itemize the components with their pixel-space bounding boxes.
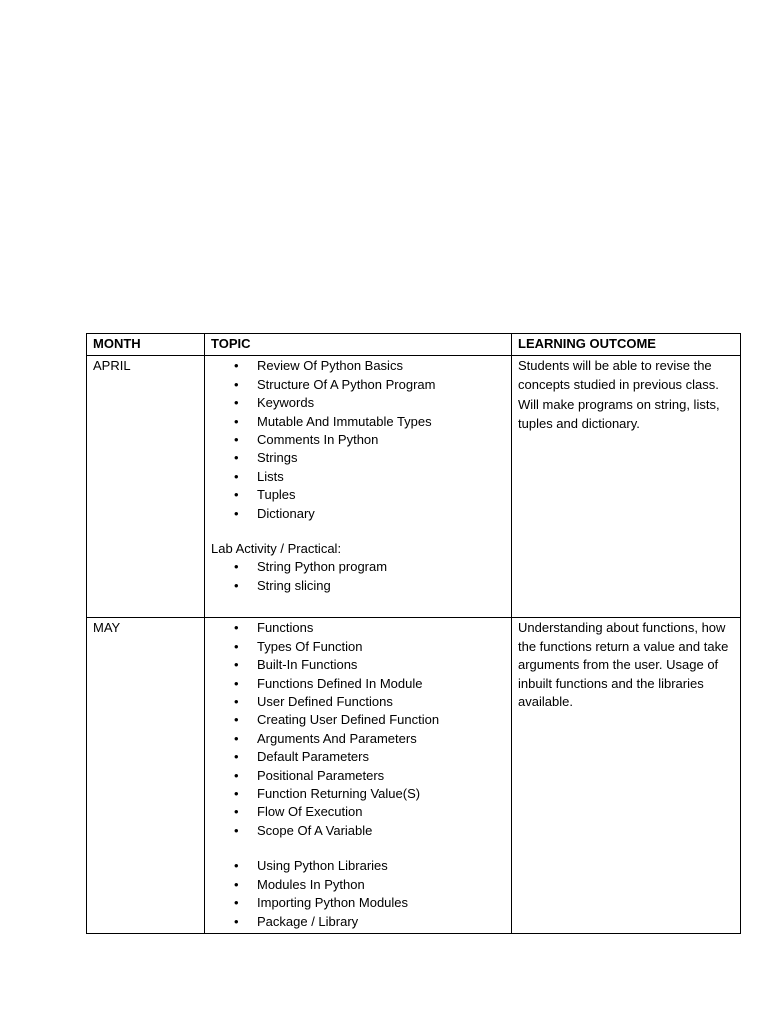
list-item: • String Python program xyxy=(211,558,505,576)
lab-activity-list xyxy=(211,558,505,595)
syllabus-table xyxy=(86,333,741,934)
list-item: • Functions Defined In Module xyxy=(211,675,505,693)
list-item: • Dictionary xyxy=(211,505,505,523)
list-item: • Structure Of A Python Program xyxy=(211,376,505,394)
list-item: • Modules In Python xyxy=(211,876,505,894)
outcome-cell xyxy=(512,356,741,618)
outcome-cell xyxy=(512,618,741,934)
lab-activity-label: Lab Activity / Practical: xyxy=(211,541,342,557)
list-item: • Using Python Libraries xyxy=(211,857,505,875)
list-item: • Functions xyxy=(211,619,505,637)
list-item: • Strings xyxy=(211,449,505,467)
list-item: • Importing Python Modules xyxy=(211,894,505,912)
topic-list xyxy=(211,619,505,840)
list-item: • Arguments And Parameters xyxy=(211,730,505,748)
outcome-text: Will make programs on string, lists, tuples and dictionary. xyxy=(518,397,720,431)
list-item: • Positional Parameters xyxy=(211,767,505,785)
list-item: • Scope Of A Variable xyxy=(211,822,505,840)
list-item: • Comments In Python xyxy=(211,431,505,449)
list-item: • String slicing xyxy=(211,577,505,595)
spacer xyxy=(211,523,505,540)
list-item: • Built-In Functions xyxy=(211,656,505,674)
list-item: • Package / Library xyxy=(211,913,505,931)
list-item: • Keywords xyxy=(211,394,505,412)
outcome-text: Students will be able to revise the concepts studied in previous class. xyxy=(518,358,719,392)
list-item: • Function Returning Value(S) xyxy=(211,785,505,803)
list-item: • Creating User Defined Function xyxy=(211,711,505,729)
list-item: • User Defined Functions xyxy=(211,693,505,711)
topic-list-2 xyxy=(211,857,505,931)
spacer xyxy=(211,840,505,857)
list-item: • Mutable And Immutable Types xyxy=(211,413,505,431)
list-item: • Lists xyxy=(211,468,505,486)
list-item: • Default Parameters xyxy=(211,748,505,766)
topic-cell xyxy=(205,618,512,934)
topic-cell xyxy=(205,356,512,618)
list-item: • Tuples xyxy=(211,486,505,504)
month-header: MONTH xyxy=(87,334,205,356)
topic-list xyxy=(211,357,505,523)
topic-header: TOPIC xyxy=(205,334,512,356)
header-row xyxy=(87,334,741,356)
table-row-april xyxy=(87,356,741,618)
list-item: • Review Of Python Basics xyxy=(211,357,505,375)
outcome-text: Understanding about functions, how the functions return a value and take arguments from the user. Usage of inbuilt functions and the libraries available. xyxy=(518,620,729,710)
table-row-may xyxy=(87,618,741,934)
month-cell: APRIL xyxy=(87,356,205,618)
month-cell: MAY xyxy=(87,618,205,934)
outcome-header: LEARNING OUTCOME xyxy=(512,334,741,356)
list-item: • Flow Of Execution xyxy=(211,803,505,821)
list-item: • Types Of Function xyxy=(211,638,505,656)
